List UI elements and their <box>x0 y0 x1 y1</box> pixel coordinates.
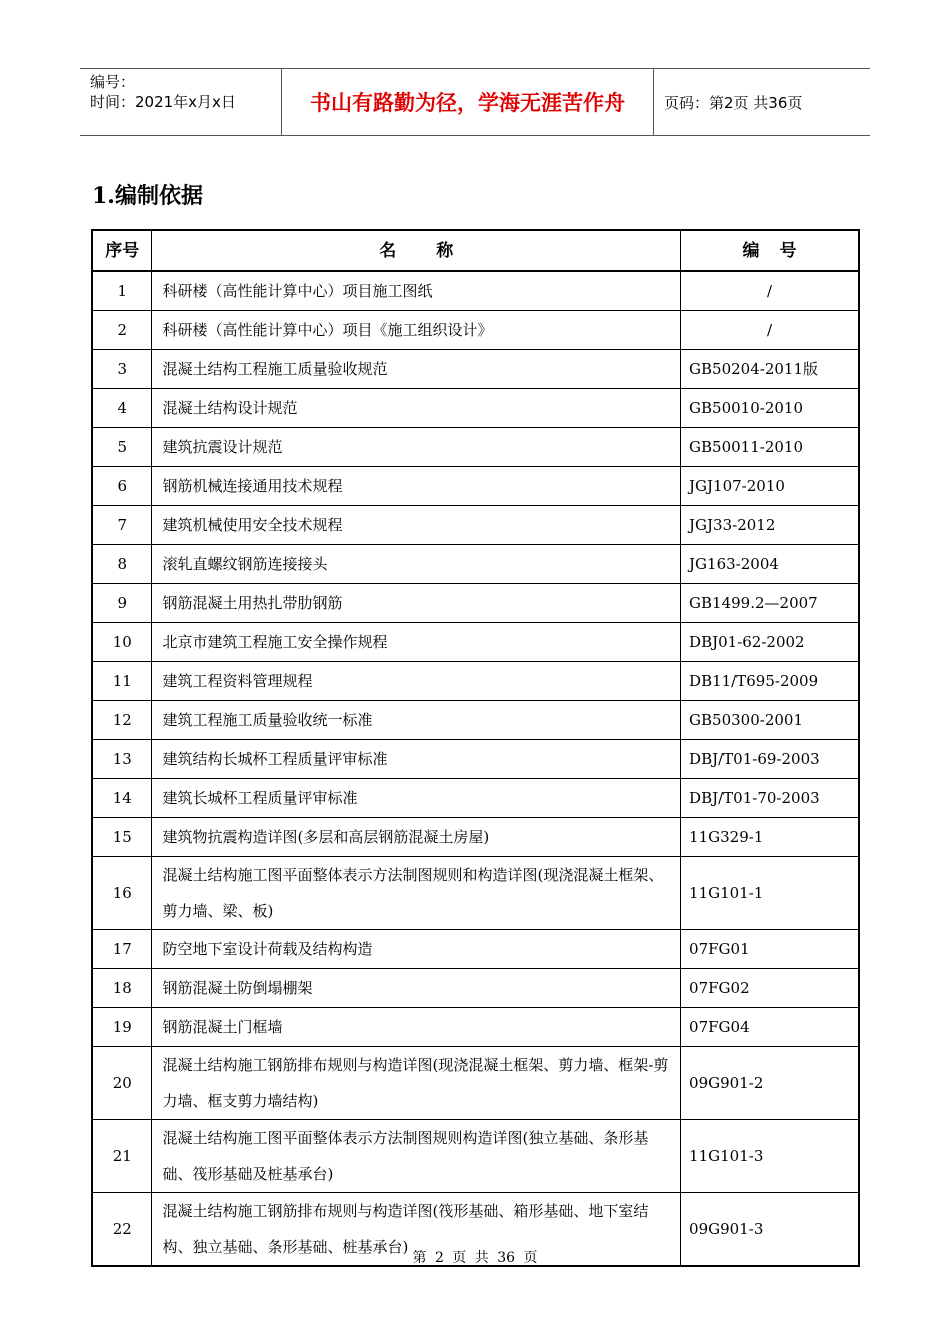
row-code: 07FG01 <box>681 930 859 969</box>
row-index: 3 <box>92 350 152 389</box>
row-code: GB50204-2011版 <box>681 350 859 389</box>
row-name: 建筑物抗震构造详图(多层和高层钢筋混凝土房屋) <box>152 818 681 857</box>
table-row <box>92 930 859 969</box>
row-index: 18 <box>92 969 152 1008</box>
row-code: GB50010-2010 <box>681 389 859 428</box>
table-row <box>92 740 859 779</box>
row-name: 钢筋混凝土用热扎带肋钢筋 <box>152 584 681 623</box>
row-code: GB50011-2010 <box>681 428 859 467</box>
row-code: 09G901-3 <box>681 1193 859 1267</box>
row-index: 4 <box>92 389 152 428</box>
header-index: 序号 <box>92 230 152 271</box>
row-code: 07FG02 <box>681 969 859 1008</box>
row-code: 07FG04 <box>681 1008 859 1047</box>
row-name: 建筑长城杯工程质量评审标准 <box>152 779 681 818</box>
row-index: 5 <box>92 428 152 467</box>
row-code: 11G101-3 <box>681 1120 859 1193</box>
page-header <box>80 68 870 136</box>
header-name: 名称 <box>152 230 681 271</box>
table-row <box>92 662 859 701</box>
table-row <box>92 271 859 311</box>
row-name: 防空地下室设计荷载及结构构造 <box>152 930 681 969</box>
table-row <box>92 506 859 545</box>
section-title: 1.编制依据 <box>92 183 203 209</box>
row-name: 科研楼（高性能计算中心）项目施工图纸 <box>152 271 681 311</box>
row-code: DBJ/T01-69-2003 <box>681 740 859 779</box>
row-code: DB11/T695-2009 <box>681 662 859 701</box>
row-index: 20 <box>92 1047 152 1120</box>
row-name: 混凝土结构施工图平面整体表示方法制图规则和构造详图(现浇混凝土框架、剪力墙、梁、板) <box>152 857 681 930</box>
row-index: 11 <box>92 662 152 701</box>
row-index: 1 <box>92 271 152 311</box>
table-row <box>92 818 859 857</box>
row-index: 2 <box>92 311 152 350</box>
table-row <box>92 428 859 467</box>
row-name: 建筑抗震设计规范 <box>152 428 681 467</box>
table-row <box>92 857 859 930</box>
header-left-cell <box>80 69 282 135</box>
table-header-row <box>92 230 859 271</box>
table-body <box>92 271 859 1266</box>
row-index: 15 <box>92 818 152 857</box>
reference-table <box>91 229 860 1267</box>
row-index: 21 <box>92 1120 152 1193</box>
row-name: 建筑工程施工质量验收统一标准 <box>152 701 681 740</box>
row-index: 6 <box>92 467 152 506</box>
table-row <box>92 779 859 818</box>
row-name: 钢筋机械连接通用技术规程 <box>152 467 681 506</box>
row-code: JGJ107-2010 <box>681 467 859 506</box>
row-name: 混凝土结构施工图平面整体表示方法制图规则构造详图(独立基础、条形基础、筏形基础及桩基承台) <box>152 1120 681 1193</box>
row-code: 09G901-2 <box>681 1047 859 1120</box>
row-index: 13 <box>92 740 152 779</box>
row-name: 北京市建筑工程施工安全操作规程 <box>152 623 681 662</box>
row-index: 14 <box>92 779 152 818</box>
code-label: 编号： <box>90 73 136 91</box>
row-name: 科研楼（高性能计算中心）项目《施工组织设计》 <box>152 311 681 350</box>
row-name: 建筑机械使用安全技术规程 <box>152 506 681 545</box>
table-row <box>92 350 859 389</box>
table-row <box>92 389 859 428</box>
row-code: DBJ01-62-2002 <box>681 623 859 662</box>
row-code: GB1499.2—2007 <box>681 584 859 623</box>
page-footer: 第 2 页 共 36 页 <box>412 1250 538 1266</box>
table-row <box>92 1120 859 1193</box>
row-index: 12 <box>92 701 152 740</box>
row-code: / <box>681 271 859 311</box>
row-index: 22 <box>92 1193 152 1267</box>
header-code: 编号 <box>681 230 859 271</box>
row-name: 建筑工程资料管理规程 <box>152 662 681 701</box>
time-label: 时间：2021年x月x日 <box>90 93 236 111</box>
header-page-label: 页码：第2页 共36页 <box>664 93 803 112</box>
table-row <box>92 1008 859 1047</box>
row-code: 11G101-1 <box>681 857 859 930</box>
header-motto: 书山有路勤为径，学海无涯苦作舟 <box>282 69 654 135</box>
table-row <box>92 467 859 506</box>
row-code: 11G329-1 <box>681 818 859 857</box>
row-name: 混凝土结构设计规范 <box>152 389 681 428</box>
row-name: 混凝土结构施工钢筋排布规则与构造详图(现浇混凝土框架、剪力墙、框架-剪力墙、框支剪力墙结构) <box>152 1047 681 1120</box>
table-row <box>92 1047 859 1120</box>
row-code: / <box>681 311 859 350</box>
row-index: 17 <box>92 930 152 969</box>
row-index: 7 <box>92 506 152 545</box>
table-row <box>92 545 859 584</box>
row-index: 8 <box>92 545 152 584</box>
table-row <box>92 701 859 740</box>
row-index: 16 <box>92 857 152 930</box>
row-code: GB50300-2001 <box>681 701 859 740</box>
table-row <box>92 584 859 623</box>
row-name: 滚轧直螺纹钢筋连接接头 <box>152 545 681 584</box>
row-name: 混凝土结构施工钢筋排布规则与构造详图(筏形基础、箱形基础、地下室结构、独立基础、条形基础、桩基承台) <box>152 1193 681 1267</box>
table-row <box>92 969 859 1008</box>
row-code: DBJ/T01-70-2003 <box>681 779 859 818</box>
table-row <box>92 311 859 350</box>
row-index: 9 <box>92 584 152 623</box>
row-name: 混凝土结构工程施工质量验收规范 <box>152 350 681 389</box>
row-name: 钢筋混凝土门框墙 <box>152 1008 681 1047</box>
row-name: 建筑结构长城杯工程质量评审标准 <box>152 740 681 779</box>
row-name: 钢筋混凝土防倒塌棚架 <box>152 969 681 1008</box>
table-row <box>92 623 859 662</box>
row-index: 19 <box>92 1008 152 1047</box>
row-code: JGJ33-2012 <box>681 506 859 545</box>
row-index: 10 <box>92 623 152 662</box>
row-code: JG163-2004 <box>681 545 859 584</box>
